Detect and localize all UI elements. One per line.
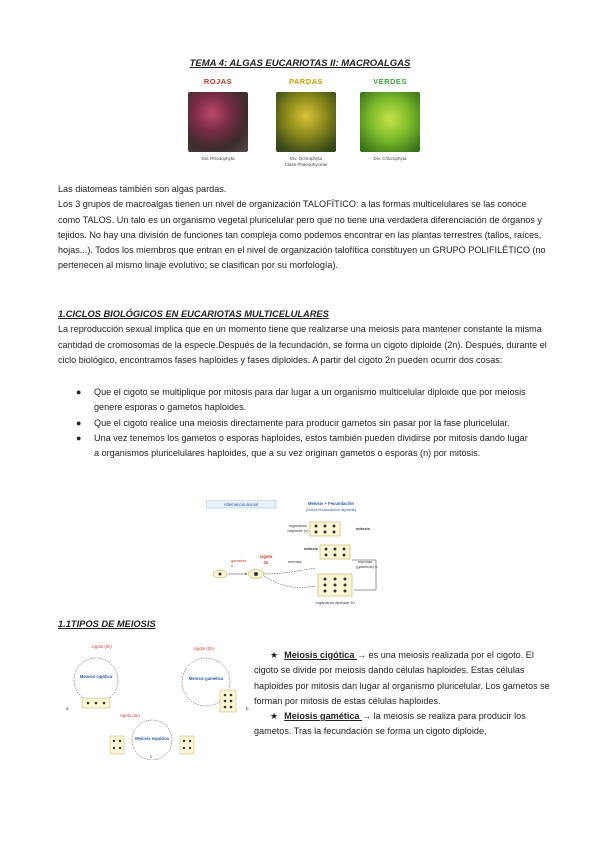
diagram-label: esporas (358, 559, 373, 564)
term: Meiosis gamética (284, 711, 362, 722)
section1-heading: 1.CICLOS BIOLÓGICOS EN EUCARIOTAS MULTICELULARES (58, 309, 329, 319)
diagram-label: Alternancia sexual (223, 501, 259, 507)
term: Meiosis cigótica (284, 650, 357, 660)
list-item: ● Una vez tenemos los gametos o esporas haploides, estos también pueden dividirse por mitosis dando lugar a organismos pluricelulares haploides, que a su vez originan gametos o esporas (n) por mitosis. (76, 432, 528, 459)
diagram-label: haploide (n) (287, 528, 309, 533)
algae-label: VERDES (373, 77, 407, 86)
diagram-label: gametos (231, 558, 247, 563)
haploid-organism-cells (310, 522, 340, 536)
algae-pardas (274, 77, 338, 168)
diagram-label: 2n (263, 560, 269, 565)
diagram-label: (gametos) n (356, 564, 378, 569)
algae-label: ROJAS (203, 77, 233, 86)
algae-verdes (358, 77, 422, 162)
intro-paragraph-2: Los 3 grupos de macroalgas tienen un nivel de organización TALOFÍTICO: a las formas multicelulares se las conoce como TALOS. Un talo es un organismo vegetal pluricelular pero que no tiene una verdadera diferenciación de órganos y tejidos. No hay una división de funciones tan compleja como podemos encontrar en las plantas terrestres (tallos, raíces, hojas...). Todos los miembros que entran en el nivel de organización talofítica constituyen un GRUPO POLIFILÉTICO (no pertenecen al mismo linaje evolutivo; se clasifican por su morfología). (58, 199, 546, 271)
diagram-label: Meiosis gamética (188, 676, 224, 681)
algae-caption: Div. Ochrophyta Clase Phaeophyceae (284, 156, 328, 167)
diagram-label: organismo diploide 2n (315, 600, 355, 605)
cycle-b (182, 646, 249, 712)
algae-rojas (186, 77, 250, 162)
bullet-icon: ● (76, 387, 82, 397)
diagram-label: Meiosis cigótica (79, 674, 113, 679)
type-gametica: ★ Meiosis gamética → la meiosis se realiza para producir los gametos. Tras la fecundación se forma un cigoto diploide, (254, 711, 526, 737)
algae-label: PARDAS (288, 77, 324, 86)
diagram-label: meiosis (288, 559, 302, 564)
list-item: ● Que el cigoto realice una meiosis directamente para producir gametos sin pasar por la fase pluricelular. (58, 416, 528, 431)
diagram-label: b (246, 706, 249, 711)
algae-caption: Div. Chlorophyta (373, 156, 407, 161)
cycle-a (66, 644, 118, 711)
diagram-label: cigoto (259, 554, 273, 559)
bullet-icon: ● (76, 417, 82, 428)
red-algae-photo (188, 92, 248, 152)
diagram-label: cigoto (2n) (120, 713, 140, 718)
diagram-label: cigoto (2n) (194, 646, 214, 651)
intro-text (58, 182, 548, 274)
brown-algae-photo (276, 92, 336, 152)
cycle-c (110, 713, 194, 760)
section1-paragraph: La reproducción sexual implica que en un momento tiene que realizarse una meiosis para mantener constante la misma cantidad de cromosomas de la especie.Después de la fecundación, se forma un cigoto diploide (2n). Después, durante el ciclo biológico, encontramos fases haploides y fases diploides. A partir del cigoto 2n pueden ocurrir dos cosas: (58, 324, 547, 365)
section1-bullets (58, 385, 528, 461)
diagram-label: a (66, 706, 69, 711)
section1 (58, 307, 548, 368)
list-item: ● Que el cigoto se multiplique por mitosis para dar lugar a un organismo multicelular diploide que por meiosis genere esporas o gametos haploides. (76, 387, 526, 413)
diagram-label: mitosis (304, 546, 319, 551)
diagram-label: cigoto (2n) (92, 644, 112, 649)
diagram-label: Meiosis + Fecundación (308, 501, 354, 506)
type-cigotica: ★ Meiosis cigótica → es una meiosis realizada por el cigoto. El cigoto se divide por meiosis dando células haploides. Estas células haploides por mitosis dan lugar al organismo pluricelular. Los gametos se forman por mitosis de estas células haploides. (254, 650, 550, 706)
bullet-icon: ● (76, 432, 82, 443)
diagram-label: c (150, 754, 153, 759)
star-icon: ★ (270, 650, 279, 660)
section2 (58, 617, 548, 632)
diagram-label: Meiosis espórica (135, 736, 169, 741)
green-algae-photo (360, 92, 420, 152)
algae-figure (186, 77, 426, 177)
meiosis-types-text (254, 648, 550, 740)
diagram-label: organismo (288, 523, 308, 528)
algae-caption: Div. Rhodophyta (201, 156, 235, 161)
life-cycle-diagram (206, 500, 396, 612)
meiosis-types-diagram (60, 640, 260, 760)
section2-heading: 1.1TIPOS DE MEIOSIS (58, 619, 156, 629)
intro-paragraph-1: Las diatomeas también son algas pardas. (58, 184, 227, 194)
diagram-label: (Única fecundación diploide) (305, 507, 357, 512)
page-title: TEMA 4: ALGAS EUCARIOTAS II: MACROALGAS (189, 58, 411, 69)
diagram-label: n (231, 563, 234, 568)
star-icon: ★ (270, 711, 279, 722)
diagram-label: mitosis (356, 526, 371, 531)
